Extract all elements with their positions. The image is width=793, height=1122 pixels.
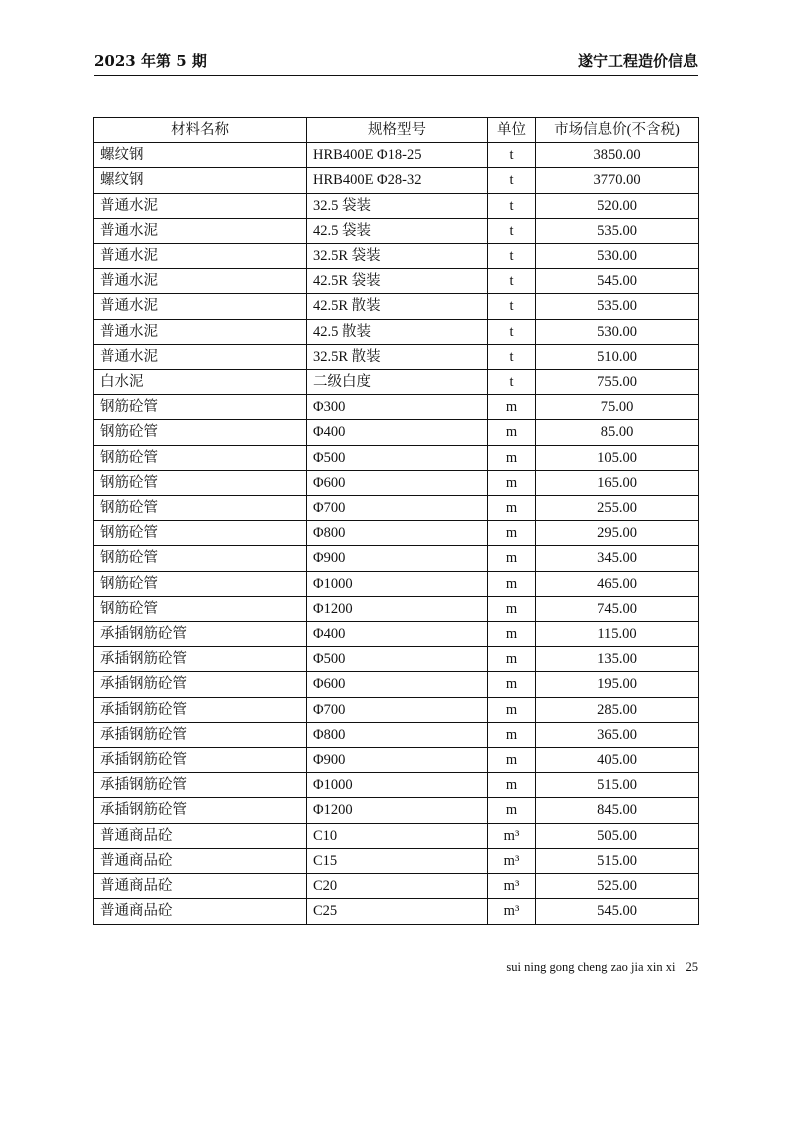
material-name-cell: 普通水泥 bbox=[94, 218, 307, 243]
table-row bbox=[94, 496, 699, 521]
unit-cell: m³ bbox=[488, 848, 536, 873]
unit-cell: t bbox=[488, 218, 536, 243]
unit-cell: m bbox=[488, 647, 536, 672]
running-title: sui ning gong cheng zao jia xin xi bbox=[506, 960, 676, 974]
unit-cell: m bbox=[488, 798, 536, 823]
material-name-cell: 承插钢筋砼管 bbox=[94, 798, 307, 823]
unit-cell: m bbox=[488, 395, 536, 420]
material-name-cell: 钢筋砼管 bbox=[94, 470, 307, 495]
unit-cell: t bbox=[488, 319, 536, 344]
price-cell: 405.00 bbox=[536, 748, 699, 773]
price-cell: 255.00 bbox=[536, 496, 699, 521]
unit-cell: m³ bbox=[488, 899, 536, 924]
unit-cell: m bbox=[488, 445, 536, 470]
table-row bbox=[94, 647, 699, 672]
table-row bbox=[94, 168, 699, 193]
price-cell: 530.00 bbox=[536, 244, 699, 269]
table-row bbox=[94, 672, 699, 697]
price-cell: 545.00 bbox=[536, 899, 699, 924]
spec-cell: C10 bbox=[307, 823, 488, 848]
spec-cell: Φ900 bbox=[307, 546, 488, 571]
material-name-cell: 白水泥 bbox=[94, 370, 307, 395]
price-cell: 745.00 bbox=[536, 596, 699, 621]
page-footer bbox=[506, 960, 698, 975]
unit-cell: m bbox=[488, 748, 536, 773]
price-cell: 845.00 bbox=[536, 798, 699, 823]
material-name-cell: 普通商品砼 bbox=[94, 899, 307, 924]
spec-cell: 32.5 袋装 bbox=[307, 193, 488, 218]
material-name-cell: 螺纹钢 bbox=[94, 168, 307, 193]
unit-cell: m bbox=[488, 420, 536, 445]
price-cell: 535.00 bbox=[536, 218, 699, 243]
price-cell: 165.00 bbox=[536, 470, 699, 495]
material-name-cell: 普通水泥 bbox=[94, 319, 307, 344]
column-header-unit: 单位 bbox=[488, 118, 536, 143]
unit-cell: m bbox=[488, 622, 536, 647]
price-cell: 195.00 bbox=[536, 672, 699, 697]
column-header-price: 市场信息价(不含税) bbox=[536, 118, 699, 143]
price-cell: 465.00 bbox=[536, 571, 699, 596]
unit-cell: m bbox=[488, 546, 536, 571]
publication-title: 遂宁工程造价信息 bbox=[577, 52, 698, 70]
unit-cell: m bbox=[488, 722, 536, 747]
spec-cell: Φ800 bbox=[307, 521, 488, 546]
spec-cell: Φ700 bbox=[307, 697, 488, 722]
price-cell: 295.00 bbox=[536, 521, 699, 546]
material-name-cell: 钢筋砼管 bbox=[94, 596, 307, 621]
table-row bbox=[94, 193, 699, 218]
unit-cell: m bbox=[488, 521, 536, 546]
table-row bbox=[94, 521, 699, 546]
unit-cell: m bbox=[488, 496, 536, 521]
price-cell: 105.00 bbox=[536, 445, 699, 470]
price-cell: 520.00 bbox=[536, 193, 699, 218]
material-name-cell: 螺纹钢 bbox=[94, 143, 307, 168]
table-header-row bbox=[94, 118, 699, 143]
table-row bbox=[94, 319, 699, 344]
material-name-cell: 钢筋砼管 bbox=[94, 420, 307, 445]
price-cell: 755.00 bbox=[536, 370, 699, 395]
spec-cell: Φ1200 bbox=[307, 596, 488, 621]
material-name-cell: 普通水泥 bbox=[94, 244, 307, 269]
table-row bbox=[94, 143, 699, 168]
unit-cell: m bbox=[488, 470, 536, 495]
price-cell: 3850.00 bbox=[536, 143, 699, 168]
unit-cell: t bbox=[488, 344, 536, 369]
table-row bbox=[94, 218, 699, 243]
spec-cell: C15 bbox=[307, 848, 488, 873]
spec-cell: Φ900 bbox=[307, 748, 488, 773]
spec-cell: HRB400E Φ18-25 bbox=[307, 143, 488, 168]
spec-cell: 42.5 散装 bbox=[307, 319, 488, 344]
material-name-cell: 普通商品砼 bbox=[94, 823, 307, 848]
column-header-spec: 规格型号 bbox=[307, 118, 488, 143]
material-name-cell: 钢筋砼管 bbox=[94, 395, 307, 420]
spec-cell: C20 bbox=[307, 874, 488, 899]
spec-cell: C25 bbox=[307, 899, 488, 924]
unit-cell: m bbox=[488, 773, 536, 798]
table-row bbox=[94, 823, 699, 848]
price-cell: 85.00 bbox=[536, 420, 699, 445]
price-cell: 115.00 bbox=[536, 622, 699, 647]
spec-cell: Φ500 bbox=[307, 445, 488, 470]
material-name-cell: 承插钢筋砼管 bbox=[94, 722, 307, 747]
price-cell: 75.00 bbox=[536, 395, 699, 420]
price-cell: 3770.00 bbox=[536, 168, 699, 193]
table-row bbox=[94, 269, 699, 294]
spec-cell: Φ1200 bbox=[307, 798, 488, 823]
table-row bbox=[94, 899, 699, 924]
page-number: 25 bbox=[685, 960, 698, 974]
table-row bbox=[94, 571, 699, 596]
price-cell: 535.00 bbox=[536, 294, 699, 319]
material-name-cell: 钢筋砼管 bbox=[94, 571, 307, 596]
unit-cell: t bbox=[488, 294, 536, 319]
table-row bbox=[94, 622, 699, 647]
material-name-cell: 普通商品砼 bbox=[94, 848, 307, 873]
unit-cell: t bbox=[488, 168, 536, 193]
price-cell: 530.00 bbox=[536, 319, 699, 344]
unit-cell: m bbox=[488, 571, 536, 596]
unit-cell: t bbox=[488, 244, 536, 269]
spec-cell: 32.5R 散装 bbox=[307, 344, 488, 369]
table-row bbox=[94, 773, 699, 798]
price-table bbox=[93, 117, 699, 925]
header-divider bbox=[94, 75, 698, 76]
page-header bbox=[94, 50, 698, 72]
material-name-cell: 承插钢筋砼管 bbox=[94, 672, 307, 697]
spec-cell: Φ1000 bbox=[307, 571, 488, 596]
table-row bbox=[94, 748, 699, 773]
unit-cell: m bbox=[488, 596, 536, 621]
price-cell: 345.00 bbox=[536, 546, 699, 571]
table-row bbox=[94, 722, 699, 747]
table-row bbox=[94, 344, 699, 369]
spec-cell: HRB400E Φ28-32 bbox=[307, 168, 488, 193]
material-name-cell: 承插钢筋砼管 bbox=[94, 697, 307, 722]
price-cell: 505.00 bbox=[536, 823, 699, 848]
table-row bbox=[94, 445, 699, 470]
table-row bbox=[94, 370, 699, 395]
table-row bbox=[94, 697, 699, 722]
material-name-cell: 普通水泥 bbox=[94, 294, 307, 319]
spec-cell: 42.5R 散装 bbox=[307, 294, 488, 319]
table-row bbox=[94, 294, 699, 319]
table-row bbox=[94, 470, 699, 495]
material-name-cell: 承插钢筋砼管 bbox=[94, 622, 307, 647]
spec-cell: Φ400 bbox=[307, 420, 488, 445]
price-cell: 525.00 bbox=[536, 874, 699, 899]
table-body bbox=[94, 143, 699, 924]
spec-cell: Φ400 bbox=[307, 622, 488, 647]
unit-cell: t bbox=[488, 193, 536, 218]
spec-cell: Φ600 bbox=[307, 672, 488, 697]
spec-cell: 二级白度 bbox=[307, 370, 488, 395]
table-row bbox=[94, 848, 699, 873]
price-cell: 285.00 bbox=[536, 697, 699, 722]
material-name-cell: 钢筋砼管 bbox=[94, 546, 307, 571]
unit-cell: t bbox=[488, 269, 536, 294]
material-name-cell: 钢筋砼管 bbox=[94, 496, 307, 521]
table-row bbox=[94, 546, 699, 571]
material-name-cell: 普通水泥 bbox=[94, 193, 307, 218]
table-row bbox=[94, 420, 699, 445]
spec-cell: Φ800 bbox=[307, 722, 488, 747]
material-name-cell: 钢筋砼管 bbox=[94, 445, 307, 470]
material-name-cell: 普通水泥 bbox=[94, 269, 307, 294]
price-cell: 515.00 bbox=[536, 848, 699, 873]
price-cell: 510.00 bbox=[536, 344, 699, 369]
price-cell: 515.00 bbox=[536, 773, 699, 798]
unit-cell: m³ bbox=[488, 823, 536, 848]
price-cell: 365.00 bbox=[536, 722, 699, 747]
material-name-cell: 承插钢筋砼管 bbox=[94, 647, 307, 672]
column-header-material-name: 材料名称 bbox=[94, 118, 307, 143]
spec-cell: Φ1000 bbox=[307, 773, 488, 798]
spec-cell: 32.5R 袋装 bbox=[307, 244, 488, 269]
spec-cell: 42.5R 袋装 bbox=[307, 269, 488, 294]
material-name-cell: 承插钢筋砼管 bbox=[94, 773, 307, 798]
table-row bbox=[94, 798, 699, 823]
table-row bbox=[94, 874, 699, 899]
unit-cell: t bbox=[488, 370, 536, 395]
table-row bbox=[94, 596, 699, 621]
price-cell: 135.00 bbox=[536, 647, 699, 672]
table-row bbox=[94, 244, 699, 269]
material-name-cell: 普通商品砼 bbox=[94, 874, 307, 899]
spec-cell: Φ300 bbox=[307, 395, 488, 420]
material-name-cell: 承插钢筋砼管 bbox=[94, 748, 307, 773]
unit-cell: m³ bbox=[488, 874, 536, 899]
issue-label: 2023 年第 5 期 bbox=[94, 52, 207, 70]
material-name-cell: 钢筋砼管 bbox=[94, 521, 307, 546]
unit-cell: m bbox=[488, 697, 536, 722]
spec-cell: Φ500 bbox=[307, 647, 488, 672]
spec-cell: Φ700 bbox=[307, 496, 488, 521]
material-name-cell: 普通水泥 bbox=[94, 344, 307, 369]
spec-cell: Φ600 bbox=[307, 470, 488, 495]
price-cell: 545.00 bbox=[536, 269, 699, 294]
unit-cell: t bbox=[488, 143, 536, 168]
table-row bbox=[94, 395, 699, 420]
spec-cell: 42.5 袋装 bbox=[307, 218, 488, 243]
unit-cell: m bbox=[488, 672, 536, 697]
